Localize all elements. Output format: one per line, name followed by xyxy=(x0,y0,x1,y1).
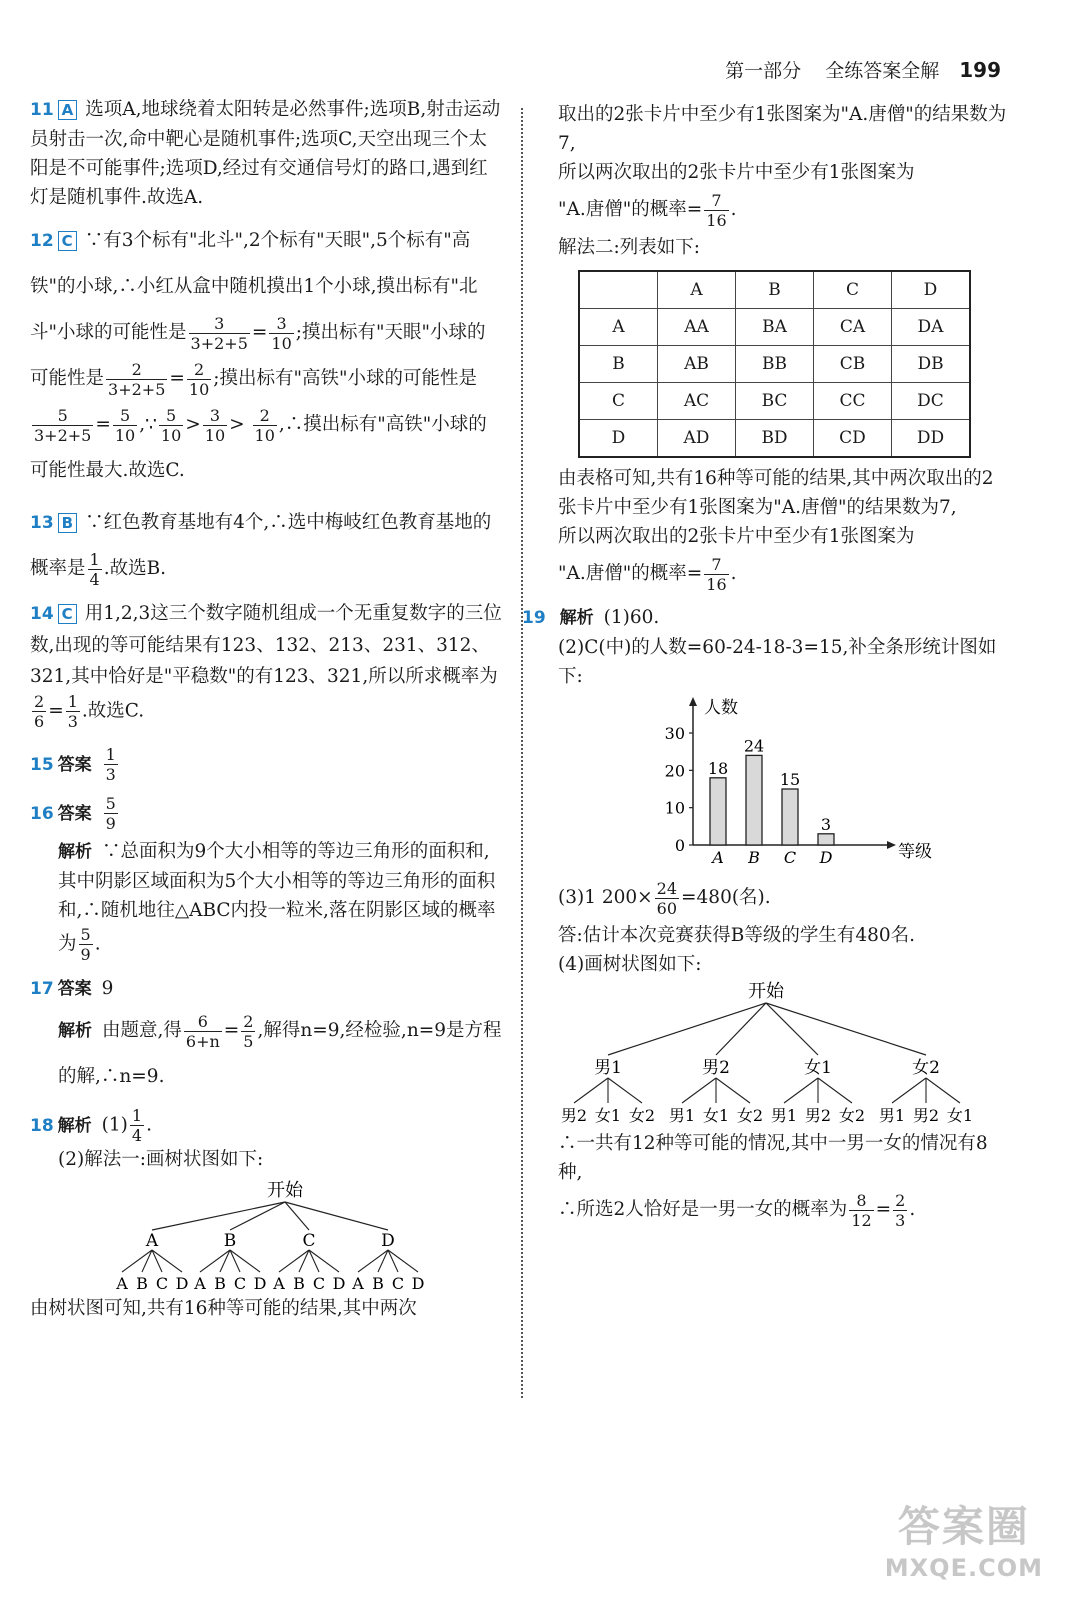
tree-leaf: C xyxy=(155,1274,169,1293)
page-number: 199 xyxy=(959,58,1001,82)
y-tick-label: 0 xyxy=(674,836,685,855)
tree-node: 男1 xyxy=(594,1058,622,1078)
tree-node-B: B xyxy=(223,1231,237,1251)
table-cell: BA xyxy=(736,309,814,346)
question-18: 18 解析 (1) $\frac{1}{4}$ . (2)解法一:画树状图如下: 开始 A A B C D B A B C D C A B C D D A B C D 由树状图可知,共有16种等可能的结果,其中两次 xyxy=(30,1106,502,1323)
question-14: 14 C 用1,2,3这三个数字随机组成一个无重复数字的三位数,出现的等可能结果有123、132、213、231、312、321,其中恰好是"平稳数"的有123、321,所以所求概率为 $\frac{2}{6}$ = $\frac{1}{3}$ .故选C. xyxy=(30,603,502,731)
tree-leaf: 男1 xyxy=(878,1106,906,1125)
analysis-text: ∵总面积为9个大小相等的等边三角形的面积和,其中阴影区域面积为5个大小相等的等边三角形的面积和,∴随机地往△ABC内投一粒米,落在阴影区域的概率为 xyxy=(58,841,496,955)
tree-edge xyxy=(285,1202,388,1230)
table-cell: C xyxy=(579,383,658,420)
table-cell: DB xyxy=(892,346,971,383)
question-text: ∵有3个标有"北斗",2个标有"天眼",5个标有"高铁"的小球,∴小红从盒中随机摸出1个小球,摸出标有"北斗"小球的可能性是 xyxy=(30,230,478,343)
bar-value-label: 3 xyxy=(820,814,832,834)
y-tick-label: 30 xyxy=(664,724,685,743)
question-text: ∵红色教育基地有4个,∴选中梅岐红色教育基地的概率是 xyxy=(30,512,492,579)
question-13: 13 B ∵红色教育基地有4个,∴选中梅岐红色教育基地的概率是 $\frac{1}{4}$ .故选B. xyxy=(30,512,492,589)
tree-node: 男2 xyxy=(702,1058,730,1078)
tree-leaf: 男2 xyxy=(804,1106,832,1125)
x-tick-label: D xyxy=(819,848,833,867)
table-row xyxy=(579,271,970,309)
q19-answer: 答:估计本次竞赛获得B等级的学生有480名. xyxy=(558,925,916,946)
tree-leaf: 男2 xyxy=(912,1106,940,1125)
column-divider xyxy=(521,108,523,1398)
question-12: 12 C ∵有3个标有"北斗",2个标有"天眼",5个标有"高铁"的小球,∴小红从盒中随机摸出1个小球,摸出标有"北斗"小球的可能性是 $\frac{3}{3+2+5}$ = $\frac{3}{10}$ ;摸出标有"天眼"小球的可能性是 $\frac{2}{3+2+5}$ = $\frac{2}{10}$ ;摸出标有"高铁"小球的可能性是 $\frac{5}{3+2+5}$ = $\frac{5}{10}$ ,∵ $\frac{5}{10}$ > $\frac{3}{10}$ > $\frac{2}{10}$ ,∴摸出标有"高铁"小球的可能性最大.故选C. xyxy=(30,230,487,481)
fraction: $\frac{7}{16}$ xyxy=(706,190,727,230)
fraction: $\frac{2}{10}$ xyxy=(254,405,275,445)
bar-chart xyxy=(648,697,948,869)
tree-node: 女1 xyxy=(804,1058,832,1078)
method-two: 解法二:列表如下: xyxy=(558,237,700,258)
outcome-table xyxy=(578,270,971,458)
table-cell: CC xyxy=(814,383,892,420)
q19-conclusion: ∴一共有12种等可能的情况,其中一男一女的情况有8种, xyxy=(558,1133,988,1183)
table-row xyxy=(579,383,970,420)
tree-edge xyxy=(766,1003,926,1055)
tree-edge xyxy=(608,1078,642,1103)
bar-D xyxy=(818,834,834,845)
fraction: $\frac{5}{9}$ xyxy=(105,794,116,833)
tree-edge xyxy=(892,1078,926,1103)
tree-edge xyxy=(716,1078,750,1103)
y-axis-arrow xyxy=(689,697,697,706)
table-cell: DA xyxy=(892,309,971,346)
y-tick-label: 20 xyxy=(664,761,685,781)
tree-edge xyxy=(926,1078,960,1103)
fraction: $\frac{3}{10}$ xyxy=(271,313,292,353)
table-cell: CB xyxy=(814,346,892,383)
table-cell: B xyxy=(579,346,658,383)
fraction: $\frac{2}{3+2+5}$ xyxy=(108,359,166,399)
fraction: $\frac{1}{4}$ xyxy=(89,549,100,589)
fraction: $\frac{7}{16}$ xyxy=(706,554,727,594)
watermark-logo: 答案圈 MXQE.COM xyxy=(884,1502,1043,1582)
chart-xlabel: 等级 xyxy=(898,842,932,862)
fraction: $\frac{24}{60}$ xyxy=(656,878,678,918)
y-tick-label: 10 xyxy=(664,798,685,818)
tree-leaf: D xyxy=(411,1274,425,1293)
tree-leaf: A xyxy=(352,1274,364,1293)
table-cell: A xyxy=(579,309,658,346)
table-row xyxy=(579,309,970,346)
table-cell: AD xyxy=(658,420,736,458)
table-cell: AB xyxy=(658,346,736,383)
question-number: 11 xyxy=(30,100,54,120)
tree-leaf: 女1 xyxy=(702,1106,730,1125)
tree-leaf: C xyxy=(233,1274,247,1293)
page-header xyxy=(725,56,1001,83)
fraction: $\frac{5}{9}$ xyxy=(80,925,91,964)
table-cell: CD xyxy=(814,420,892,458)
fraction: $\frac{2}{3}$ xyxy=(895,1190,906,1230)
table-cell: C xyxy=(814,271,892,309)
tree-leaf: B xyxy=(136,1274,148,1293)
question-number: 13 xyxy=(30,513,54,533)
tree-leaf: D xyxy=(253,1274,267,1293)
question-11 xyxy=(30,95,502,212)
bar-B xyxy=(746,755,762,845)
left-column xyxy=(30,95,502,1329)
table-cell: BC xyxy=(736,383,814,420)
q18-continued: 取出的2张卡片中至少有1张图案为"A.唐僧"的结果数为7, xyxy=(558,104,1007,154)
fraction: $\frac{1}{3}$ xyxy=(67,692,78,731)
tree-leaf: D xyxy=(175,1274,189,1293)
bar-A xyxy=(710,778,726,845)
table-cell: A xyxy=(658,271,736,309)
fraction: $\frac{5}{10}$ xyxy=(114,405,136,445)
analysis-label: 解析 xyxy=(58,1021,92,1041)
fraction: $\frac{1}{4}$ xyxy=(131,1106,143,1145)
chart-ylabel: 人数 xyxy=(704,698,738,718)
bar-value-label: 15 xyxy=(779,770,801,789)
tree-diagram-abcd xyxy=(30,1174,502,1294)
question-19: 19 解析 (1)60. (2)C(中)的人数=60-24-18-3=15,补全条形统计图如下: xyxy=(522,607,997,687)
fraction: $\frac{8}{12}$ xyxy=(851,1190,872,1230)
tree-leaf: A xyxy=(194,1274,206,1293)
fraction: $\frac{2}{5}$ xyxy=(243,1011,254,1051)
bar-C xyxy=(782,789,798,845)
fraction: $\frac{1}{3}$ xyxy=(105,745,116,784)
table-cell: B xyxy=(736,271,814,309)
tree-leaf: A xyxy=(273,1274,285,1293)
tree-edge xyxy=(152,1202,285,1230)
tree-leaf: 女2 xyxy=(838,1106,866,1125)
table-conclusion: 由表格可知,共有16种等可能的结果,其中两次取出的2张卡片中至少有1张图案为"A.唐僧"的结果数为7, xyxy=(558,468,994,518)
table-cell: DD xyxy=(892,420,971,458)
tree-root: 开始 xyxy=(267,1180,303,1201)
answer-tag: C xyxy=(58,231,77,251)
tree-edge xyxy=(784,1078,818,1103)
section-label: 第一部分 xyxy=(725,60,802,82)
tree-edge xyxy=(230,1202,285,1230)
tree-leaf: 女2 xyxy=(736,1106,764,1125)
analysis-label: 解析 xyxy=(57,1115,92,1136)
question-number: 12 xyxy=(30,231,54,251)
fraction: $\frac{3}{3+2+5}$ xyxy=(190,313,248,353)
table-row xyxy=(579,420,970,458)
fraction: $\frac{5}{10}$ xyxy=(160,405,182,445)
question-number: 16 xyxy=(30,803,54,824)
analysis-label: 解析 xyxy=(559,608,594,628)
question-number: 17 xyxy=(30,979,54,999)
fraction: $\frac{3}{10}$ xyxy=(204,405,226,445)
table-cell: BD xyxy=(736,420,814,458)
table-cell: CA xyxy=(814,309,892,346)
answer-tag: C xyxy=(58,604,77,624)
table-cell: D xyxy=(579,420,658,458)
tree-node-C: C xyxy=(302,1231,316,1251)
tree-node: 女2 xyxy=(912,1058,940,1078)
right-column: 取出的2张卡片中至少有1张图案为"A.唐僧"的结果数为7, 所以两次取出的2张卡片中至少有1张图案为 "A.唐僧"的概率= $\frac{7}{16}$ . 解法二:列表如下: A B C D A AA BA CA DA B AB BB CB DB C AC BC CC DC D AD BD CD DD 由表格可知,共有16种等可能的结果,其中两次取出的2张卡片中至少有1张图案为"A.唐僧"的结果数为7, 所以两次取出的2张卡片中至少有1张图案为 "A.唐僧"的概率= $\frac{7}{16}$ . 19 解析 (1)60. (2)C(中)的人数=60-24-18-3=15,补全条形统计图如下: 人数 等级 0 10 20 30 18 A 24 B 15 C 3 D (3)1 200× $\frac{24}{60}$ =480(名). 答:估计本次竞赛获得B等级的学生有480名. (4)画树状图如下: 开始 男1 男2 女1 女2 男2 男1 女1 女2 女1 男1 男2 女2 女2 男1 男2 女1 ∴一共有12种等可能的情况,其中一男一女的情况有8种, ∴所选2人恰好是一男一女的概率为 $\frac{8}{12}$ = $\frac{2}{3}$ . xyxy=(558,100,1008,1233)
table-cell: DC xyxy=(892,383,971,420)
tree-root: 开始 xyxy=(748,981,784,1002)
x-axis-arrow xyxy=(887,841,896,849)
tree-leaf: C xyxy=(391,1274,405,1293)
bar-value-label: 18 xyxy=(707,758,729,778)
question-number: 18 xyxy=(30,1115,54,1136)
question-number: 19 xyxy=(522,608,546,628)
answer-tag: B xyxy=(58,513,77,533)
x-tick-label: A xyxy=(712,848,724,867)
tree-diagram-students xyxy=(558,979,1008,1129)
tree-edge xyxy=(682,1078,716,1103)
answer-value: 9 xyxy=(101,978,114,999)
table-cell: AC xyxy=(658,383,736,420)
bar-value-label: 24 xyxy=(743,736,765,756)
method-one: (2)解法一:画树状图如下: xyxy=(58,1149,264,1170)
tree-leaf: B xyxy=(372,1274,384,1293)
table-cell: AA xyxy=(658,309,736,346)
tree-edge xyxy=(608,1003,766,1055)
question-text: 选项A,地球绕着太阳转是必然事件;选项B,射击运动员射击一次,命中靶心是随机事件;选项C,天空出现三个太阳是不可能事件;选项D,经过有交通信号灯的路口,遇到红灯是随机事件.故选A. xyxy=(30,99,501,208)
question-17: 17 答案 9 解析 由题意,得 $\frac{6}{6+n}$ = $\frac{2}{5}$ ,解得n=9,经检验,n=9是方程的解,∴n=9. xyxy=(30,978,502,1087)
tree-edge xyxy=(574,1078,608,1103)
tree-leaf: A xyxy=(116,1274,128,1293)
fraction: $\frac{5}{3+2+5}$ xyxy=(34,405,92,445)
question-text: 用1,2,3这三个数字随机组成一个无重复数字的三位数,出现的等可能结果有123、132、213、231、312、321,其中恰好是"平稳数"的有123、321,所以所求概率为 xyxy=(30,603,502,687)
tree-leaf: B xyxy=(293,1274,305,1293)
x-tick-label: B xyxy=(748,848,760,867)
table-cell: D xyxy=(892,271,971,309)
tree-edge xyxy=(285,1202,309,1230)
answer-label: 答案 xyxy=(57,979,92,999)
book-title: 全练答案全解 xyxy=(825,60,940,82)
answer-label: 答案 xyxy=(57,803,92,824)
analysis-label: 解析 xyxy=(58,842,92,862)
question-number: 14 xyxy=(30,604,54,624)
table-cell xyxy=(579,271,658,309)
tree-leaf: 男1 xyxy=(770,1106,798,1125)
table-row xyxy=(579,346,970,383)
answer-tag: A xyxy=(58,100,78,120)
tree-leaf: D xyxy=(332,1274,346,1293)
tree-node-A: A xyxy=(145,1231,159,1251)
question-number: 15 xyxy=(30,754,54,775)
fraction: $\frac{2}{10}$ xyxy=(188,359,210,399)
question-15 xyxy=(30,745,502,784)
fraction: $\frac{2}{6}$ xyxy=(34,692,45,731)
tree-leaf: B xyxy=(214,1274,226,1293)
tree-edge xyxy=(818,1078,852,1103)
question-16: 16 答案 $\frac{5}{9}$ 解析 ∵总面积为9个大小相等的等边三角形的面积和,其中阴影区域面积为5个大小相等的等边三角形的面积和,∴随机地往△ABC内投一粒米,落在阴影区域的概率为 $\frac{5}{9}$ . xyxy=(30,794,496,964)
tree-leaf: 女1 xyxy=(594,1106,622,1125)
tree-leaf: C xyxy=(312,1274,326,1293)
table-cell: BB xyxy=(736,346,814,383)
tree-leaf: 男2 xyxy=(560,1106,588,1125)
tree-node-D: D xyxy=(381,1231,395,1251)
tree-leaf: 女1 xyxy=(946,1106,974,1125)
tree-leaf: 男1 xyxy=(668,1106,696,1125)
tree-conclusion: 由树状图可知,共有16种等可能的结果,其中两次 xyxy=(30,1298,417,1319)
tree-edge xyxy=(766,1003,818,1055)
fraction: $\frac{6}{6+n}$ xyxy=(185,1011,220,1051)
tree-leaf: 女2 xyxy=(628,1106,656,1125)
answer-label: 答案 xyxy=(57,754,92,775)
x-tick-label: C xyxy=(783,848,797,867)
